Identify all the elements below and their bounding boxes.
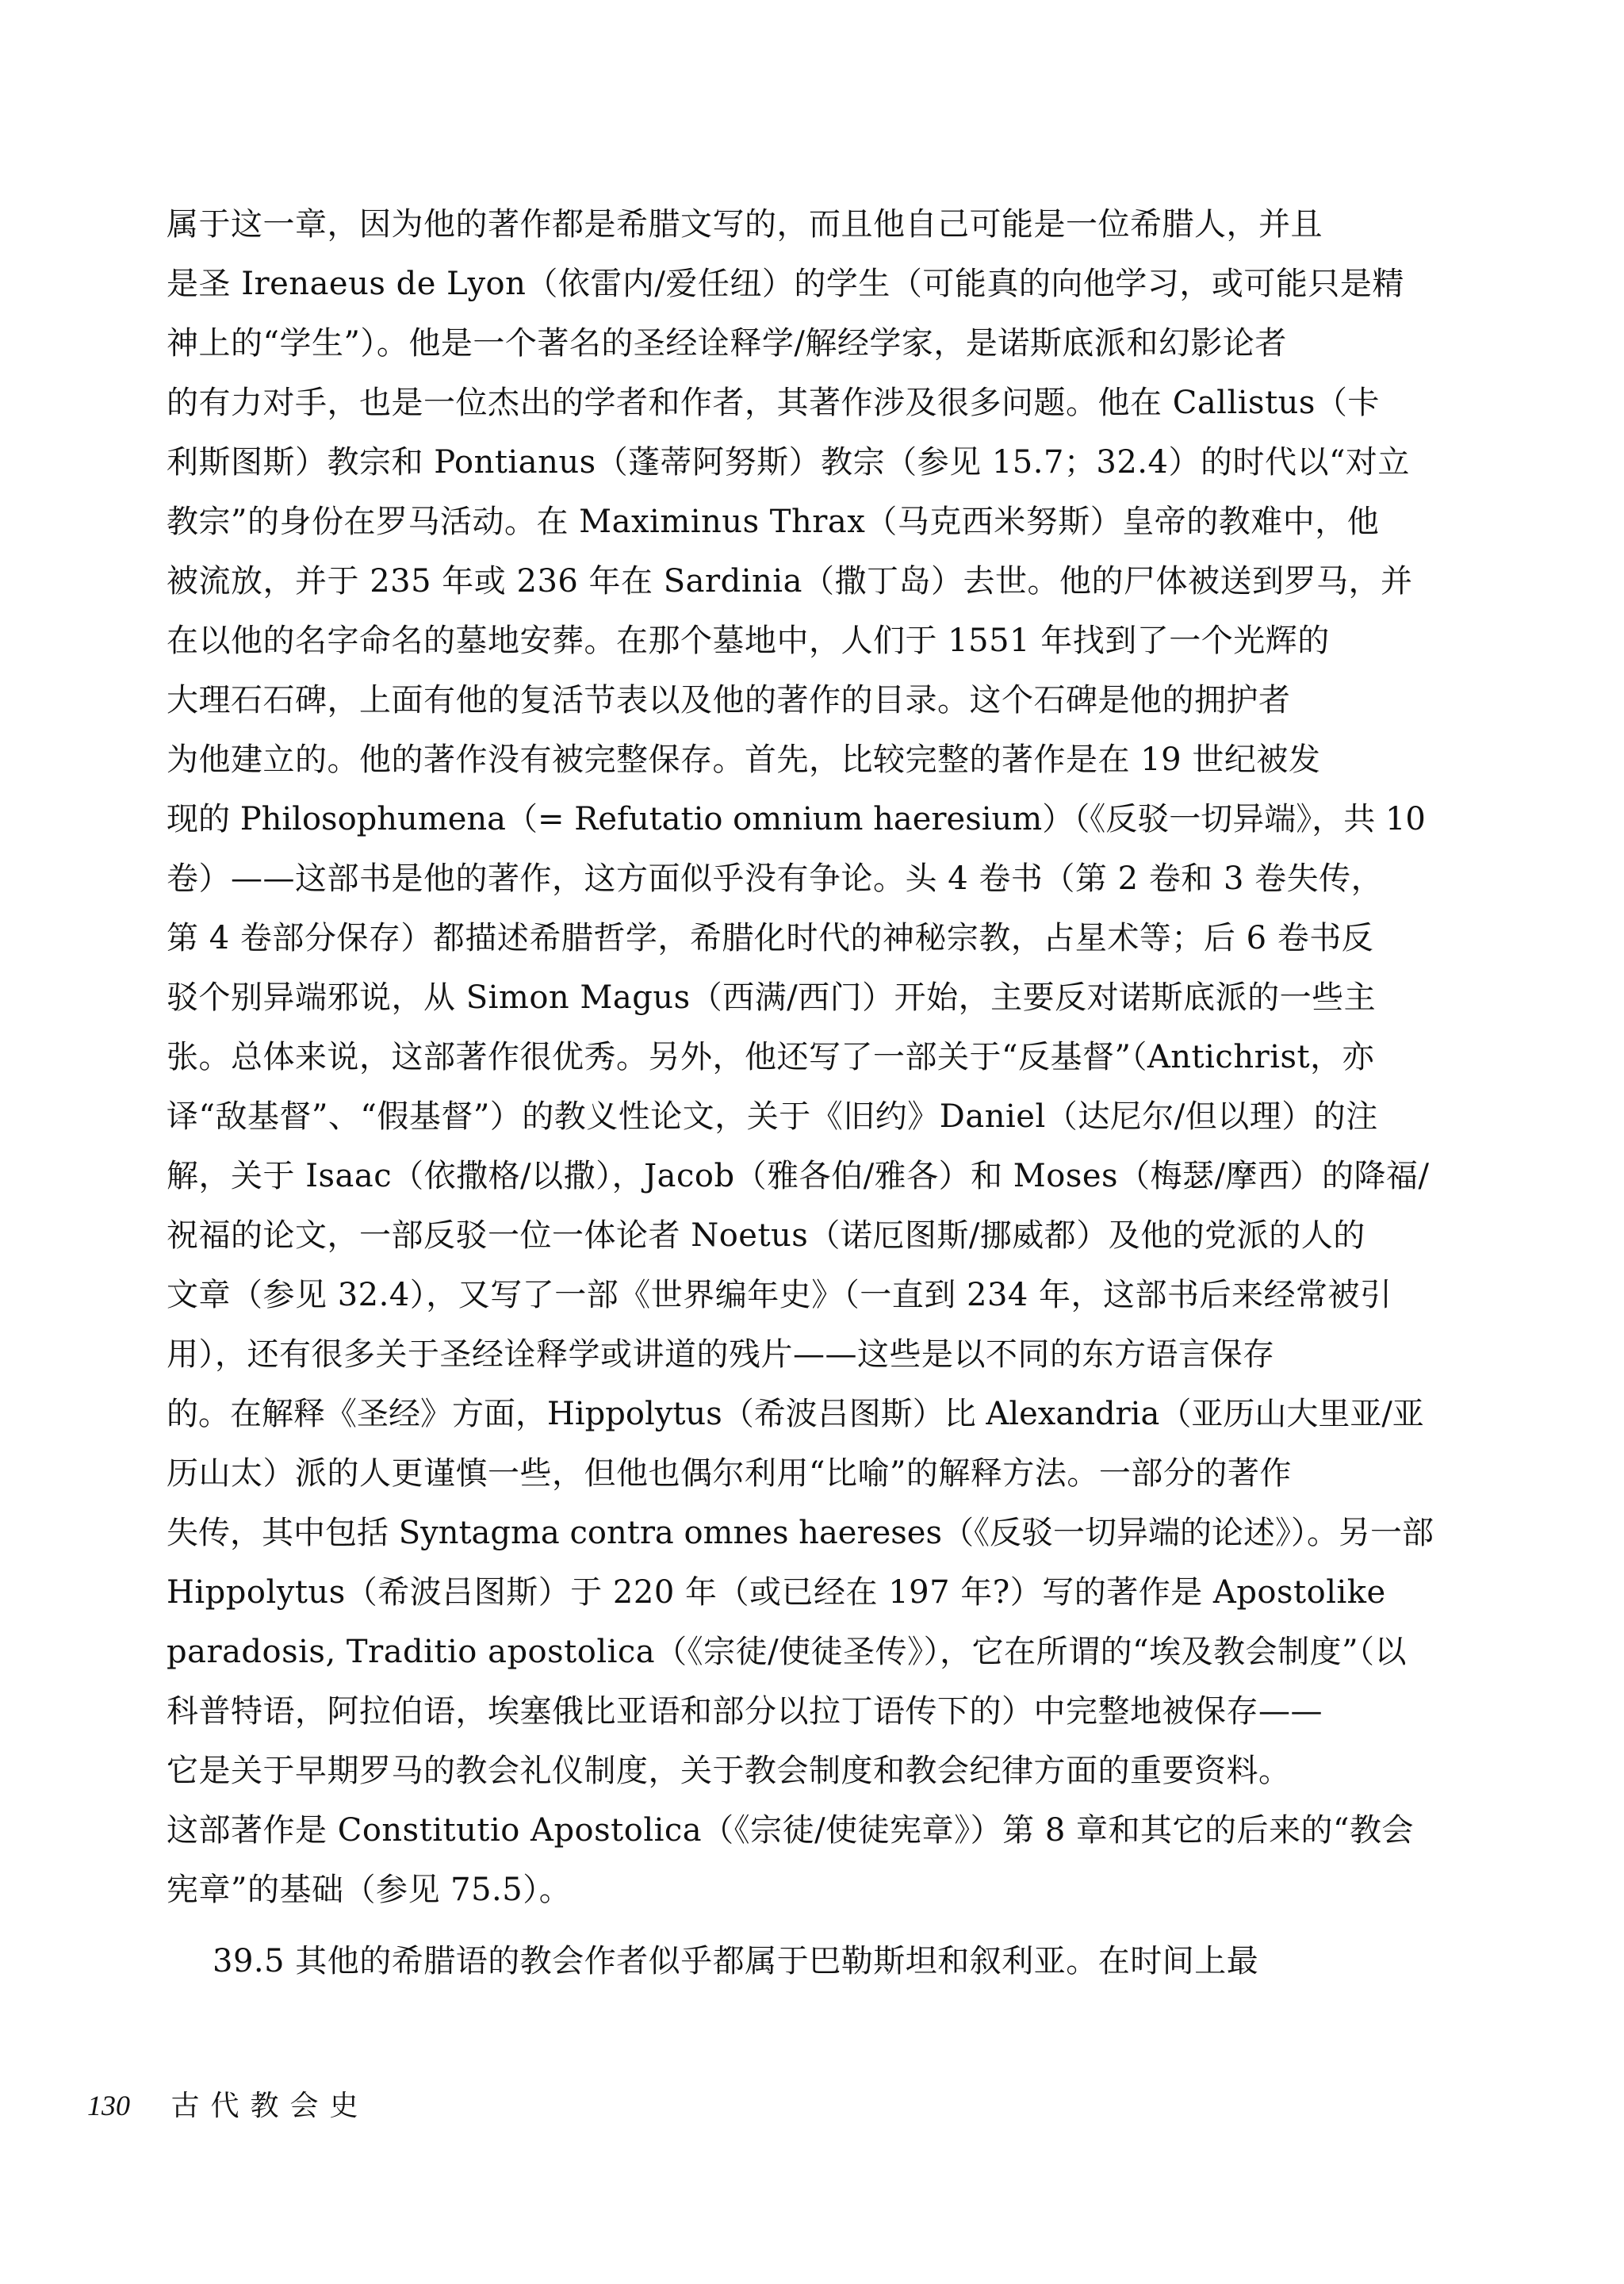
text-line: 失传，其中包括 Syntagma contra omnes haereses（《反驳一切异端的论述》）。另一部 [167,1515,1434,1551]
text-line: 历山太）派的人更谨慎一些，但他也偶尔利用“比喻”的解释方法。一部分的著作 [167,1455,1292,1492]
text-line: 驳个别异端邪说，从 Simon Magus（西满/西门）开始，主要反对诺斯底派的一些主 [167,979,1377,1016]
text-line: 神上的“学生”）。他是一个著名的圣经诠释学/解经学家，是诺斯底派和幻影论者 [167,325,1287,362]
text-line: 大理石石碑，上面有他的复活节表以及他的著作的目录。这个石碑是他的拥护者 [167,682,1291,719]
text-line: 是圣 Irenaeus de Lyon（依雷内/爱任纽）的学生（可能真的向他学习，或可能只是精 [167,266,1404,302]
text-line: 现的 Philosophumena（= Refutatio omnium haeresium）（《反驳一切异端》，共 10 [167,801,1426,837]
text-line: 解，关于 Isaac（依撒格/以撒），Jacob（雅各伯/雅各）和 Moses（梅瑟/摩西）的降福/ [167,1158,1430,1194]
text-line: 译“敌基督”、“假基督”）的教义性论文，关于《旧约》Daniel（达尼尔/但以理）的注 [167,1098,1378,1135]
text-line: 它是关于早期罗马的教会礼仪制度，关于教会制度和教会纪律方面的重要资料。 [167,1753,1291,1789]
text-line: 为他建立的。他的著作没有被完整保存。首先，比较完整的著作是在 19 世纪被发 [167,742,1321,778]
text-line: 文章（参见 32.4），又写了一部《世界编年史》（一直到 234 年，这部书后来经常被引 [167,1277,1392,1313]
page-number: 130 [87,2090,130,2121]
text-line: 的有力对手，也是一位杰出的学者和作者，其著作涉及很多问题。他在 Callistus（卡 [167,385,1380,421]
text-line: Hippolytus（希波吕图斯）于 220 年（或已经在 197 年?）写的著作是 Apostolike [167,1574,1386,1611]
text-line: 利斯图斯）教宗和 Pontianus（蓬蒂阿努斯）教宗（参见 15.7；32.4）的时代以“对立 [167,444,1410,481]
text-line: 张。总体来说，这部著作很优秀。另外，他还写了一部关于“反基督”（Antichrist，亦 [167,1039,1375,1075]
section-start-line: 39.5 其他的希腊语的教会作者似乎都属于巴勒斯坦和叙利亚。在时间上最 [213,1943,1259,1979]
text-line: 科普特语，阿拉伯语，埃塞俄比亚语和部分以拉丁语传下的）中完整地被保存—— [167,1693,1323,1730]
text-line: 的。在解释《圣经》方面，Hippolytus（希波吕图斯）比 Alexandria（亚历山大里亚/亚 [167,1396,1424,1432]
text-line: 教宗”的身份在罗马活动。在 Maximinus Thrax（马克西米努斯）皇帝的教难中，他 [167,504,1380,540]
text-line: 祝福的论文，一部反驳一位一体论者 Noetus（诺厄图斯/挪威都）及他的党派的人的 [167,1217,1365,1254]
text-line: 用），还有很多关于圣经诠释学或讲道的残片——这些是以不同的东方语言保存 [167,1336,1275,1373]
text-line: paradosis, Traditio apostolica（《宗徒/使徒圣传》），它在所谓的“埃及教会制度”（以 [167,1634,1408,1670]
text-line: 第 4 卷部分保存）都描述希腊哲学，希腊化时代的神秘宗教，占星术等；后 6 卷书反 [167,920,1374,956]
running-book-title: 古代教会史 [170,2090,370,2122]
text-line: 宪章”的基础（参见 75.5）。 [167,1872,572,1908]
text-line: 卷）——这部书是他的著作，这方面似乎没有争论。头 4 卷书（第 2 卷和 3 卷失传， [167,860,1384,897]
text-line: 属于这一章，因为他的著作都是希腊文写的，而且他自己可能是一位希腊人，并且 [167,206,1323,243]
page-footer [87,2086,369,2126]
text-line: 被流放，并于 235 年或 236 年在 Sardinia（撒丁岛）去世。他的尸体被送到罗马，并 [167,563,1413,600]
text-line: 在以他的名字命名的墓地安葬。在那个墓地中，人们于 1551 年找到了一个光辉的 [167,623,1330,659]
text-line: 这部著作是 Constitutio Apostolica（《宗徒/使徒宪章》）第 8 章和其它的后来的“教会 [167,1812,1414,1849]
